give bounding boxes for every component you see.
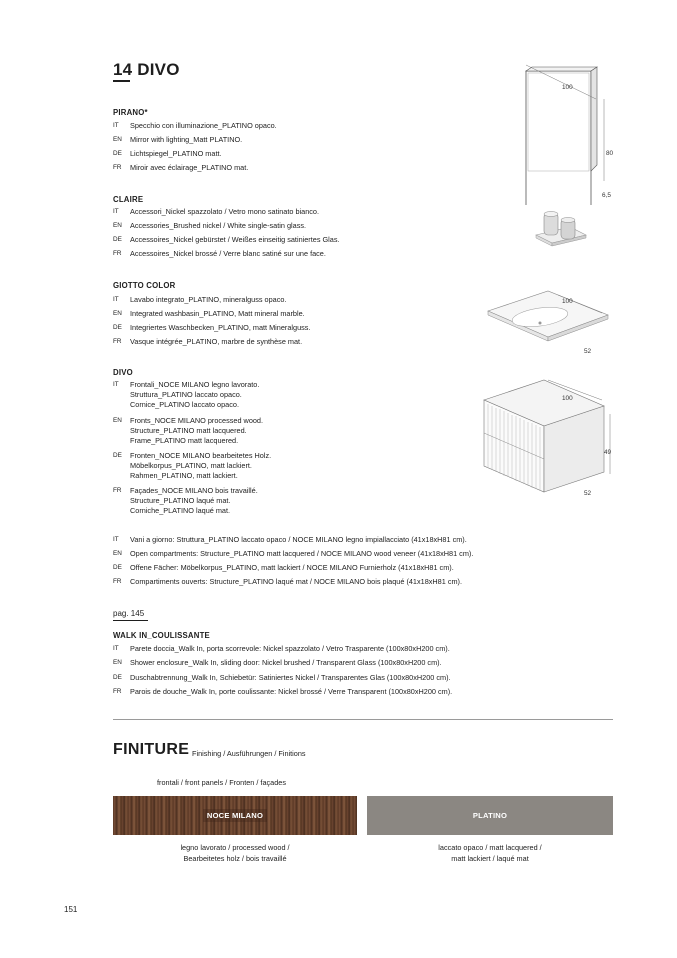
description-text: Fronten_NOCE MILANO bearbeitetes Holz. Möbelkorpus_PLATINO, matt lackiert. Rahmen_PLATINO, matt lackiert. [130, 451, 272, 480]
lang-code: IT [113, 645, 119, 652]
mirror-height-label: 80 [606, 150, 614, 157]
chapter-number: 14 [113, 60, 133, 79]
description-text: Mirror with lighting_Matt PLATINO. [130, 135, 243, 144]
lang-code: DE [113, 674, 122, 681]
lang-code: IT [113, 122, 119, 129]
lang-code: EN [113, 659, 122, 666]
cabinet-drawing [478, 370, 618, 500]
mirror-drawing [470, 55, 620, 205]
description-text: Parois de douche_Walk In, porte coulissante: Nickel brossé / Verre Transparent (100x80xH200 cm). [130, 687, 453, 696]
section-divider [113, 719, 613, 720]
description-text: Open compartments: Structure_PLATINO matt lacquered / NOCE MILANO wood veneer (41x18xH81 cm). [130, 549, 474, 558]
description-text: Façades_NOCE MILANO bois travaillé. Structure_PLATINO laqué mat. Corniche_PLATINO laqué mat. [130, 486, 258, 515]
description-text: Lavabo integrato_PLATINO, mineralguss opaco. [130, 295, 287, 304]
accessories-drawing [530, 205, 590, 255]
lang-code: EN [113, 550, 122, 557]
swatch-label: NOCE MILANO [203, 809, 267, 822]
mirror-width-label: 100 [562, 84, 573, 91]
cabinet-height-label: 49 [604, 449, 612, 456]
lang-code: IT [113, 208, 119, 215]
description-text: Integriertes Waschbecken_PLATINO, matt Mineralguss. [130, 323, 311, 332]
title-underline [113, 80, 130, 82]
lang-code: DE [113, 150, 122, 157]
lang-code: DE [113, 236, 122, 243]
mirror-frame [526, 71, 591, 205]
frontali-label: frontali / front panels / Fronten / façades [157, 778, 286, 787]
description-text: Parete doccia_Walk In, porta scorrevole: Nickel spazzolato / Vetro Trasparente (100x80xH200 cm). [130, 644, 450, 653]
lang-code: EN [113, 417, 122, 424]
page-reference: pag. 145 [113, 609, 145, 618]
swatch-label: PLATINO [472, 811, 508, 820]
description-text: Accessori_Nickel spazzolato / Vetro mono satinato bianco. [130, 207, 320, 216]
lang-code: IT [113, 536, 119, 543]
page-number: 151 [64, 905, 78, 914]
description-text: Integrated washbasin_PLATINO, Matt mineral marble. [130, 309, 305, 318]
description-text: Specchio con illuminazione_PLATINO opaco. [130, 121, 277, 130]
lang-code: FR [113, 250, 122, 257]
swatch-platino [367, 796, 613, 835]
description-text: Accessoires_Nickel brossé / Verre blanc satiné sur une face. [130, 249, 326, 258]
description-text: Vasque intégrée_PLATINO, marbre de synthèse mat. [130, 337, 303, 346]
description-text: Compartiments ouverts: Structure_PLATINO laqué mat / NOCE MILANO bois plaqué (41x18xH81 cm). [130, 577, 463, 586]
swatch-noce-milano [113, 796, 357, 835]
description-text: Accessoires_Nickel gebürstet / Weißes einseitig satiniertes Glas. [130, 235, 340, 244]
lang-code: EN [113, 136, 122, 143]
description-text: Vani a giorno: Struttura_PLATINO laccato opaco / NOCE MILANO legno impiallacciato (41x18xH81 cm). [130, 535, 467, 544]
section-heading-divo: DIVO [113, 368, 133, 377]
finiture-subtitle: Finishing / Ausführungen / Finitions [192, 749, 306, 758]
lang-code: FR [113, 338, 122, 345]
section-heading-claire: CLAIRE [113, 195, 144, 204]
lang-code: DE [113, 452, 122, 459]
description-text: Duschabtrennung_Walk In, Schiebetür: Satiniertes Nickel / Transparentes Glas (100x80xH200 cm). [130, 673, 451, 682]
mirror-depth-label: 6,5 [602, 192, 611, 199]
description-text: Accessories_Brushed nickel / White single-satin glass. [130, 221, 307, 230]
lang-code: EN [113, 222, 122, 229]
description-text: Fronts_NOCE MILANO processed wood. Structure_PLATINO matt lacquered. Frame_PLATINO matt lacquered. [130, 416, 264, 445]
washbasin-width-label: 100 [562, 298, 573, 305]
description-text: Miroir avec éclairage_PLATINO mat. [130, 163, 249, 172]
lang-code: DE [113, 564, 122, 571]
section-heading-walk-in: WALK IN_COULISSANTE [113, 631, 210, 640]
page-reference-underline [113, 620, 148, 621]
description-text: Frontali_NOCE MILANO legno lavorato. Struttura_PLATINO laccato opaco. Cornice_PLATINO laccato opaco. [130, 380, 260, 409]
page-title [113, 60, 180, 80]
chapter-title: DIVO [137, 60, 180, 79]
lang-code: IT [113, 296, 119, 303]
finiture-title: FINITURE [113, 741, 190, 758]
washbasin-drawing [478, 285, 618, 360]
lang-code: FR [113, 688, 122, 695]
lang-code: FR [113, 164, 122, 171]
lang-code: EN [113, 310, 122, 317]
description-text: Lichtspiegel_PLATINO matt. [130, 149, 222, 158]
cabinet-width-label: 100 [562, 395, 573, 402]
swatch-caption-platino: laccato opaco / matt lacquered / matt lackiert / laqué mat [438, 843, 542, 863]
description-text: Shower enclosure_Walk In, sliding door: Nickel brushed / Transparent Glass (100x80xH200 cm). [130, 658, 442, 667]
description-text: Offene Fächer: Möbelkorpus_PLATINO, matt lackiert / NOCE MILANO Furnierholz (41x18xH81 cm). [130, 563, 454, 572]
lang-code: IT [113, 381, 119, 388]
washbasin-depth-label: 52 [584, 348, 592, 355]
cabinet-depth-label: 52 [584, 490, 592, 497]
lang-code: DE [113, 324, 122, 331]
swatch-caption-noce: legno lavorato / processed wood / Bearbeitetes holz / bois travaillé [180, 843, 290, 863]
lang-code: FR [113, 487, 122, 494]
section-heading-giotto: GIOTTO COLOR [113, 281, 176, 290]
lang-code: FR [113, 578, 122, 585]
section-heading-pirano: PIRANO* [113, 108, 148, 117]
